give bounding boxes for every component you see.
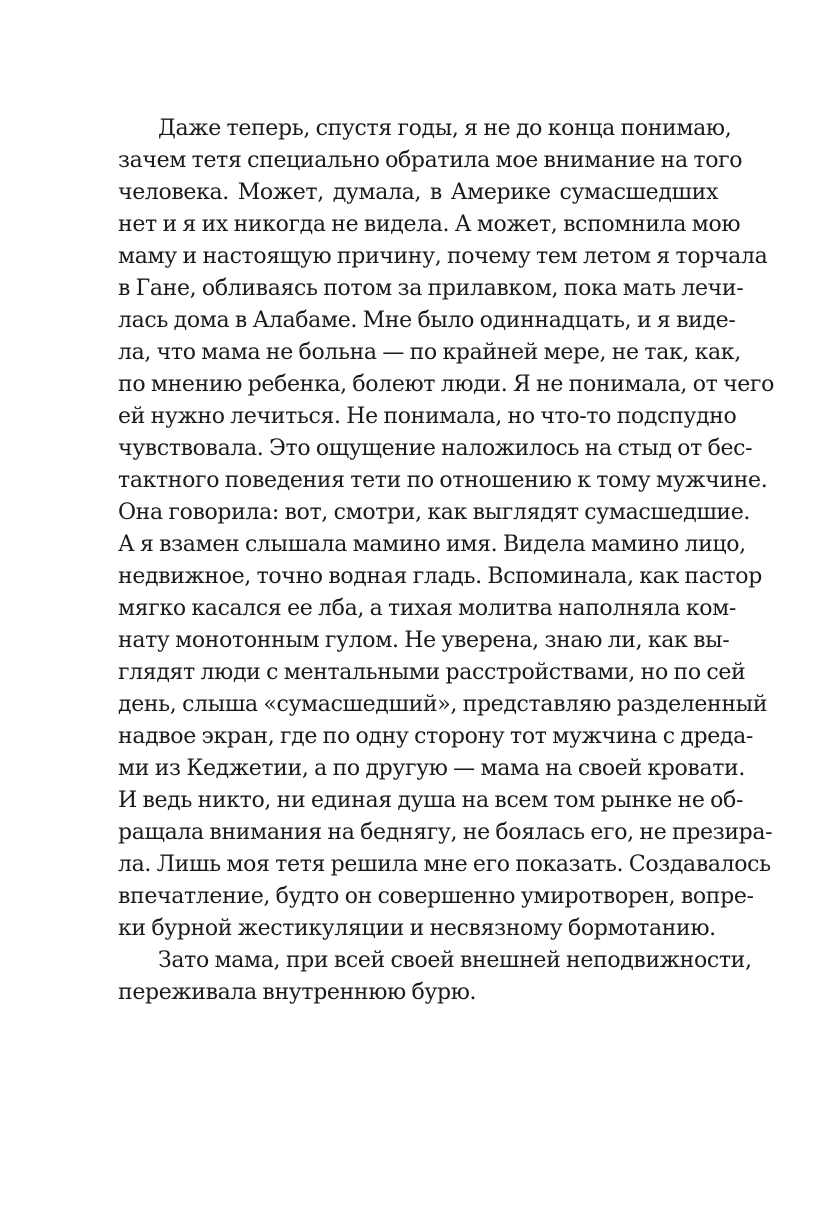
text-line: по мнению ребенка, болеют люди. Я не понимала, от чего	[118, 372, 775, 397]
text-line: Даже теперь, спустя годы, я не до конца понимаю,	[158, 116, 732, 141]
text-line: чувствовала. Это ощущение наложилось на стыд от бес-	[118, 436, 753, 461]
text-line: ей нужно лечиться. Не понимала, но что-то подспудно	[118, 404, 737, 429]
text-line: нет и я их никогда не видела. А может, вспомнила мою	[118, 212, 741, 237]
text-line: день, слыша «сумасшедший», представляю разделенный	[118, 692, 768, 717]
text-line: человека. Может, думала, в Америке сумасшедших	[118, 180, 718, 205]
text-line: в Гане, обливаясь потом за прилавком, пока мать лечи-	[118, 276, 744, 301]
text-line: А я взамен слышала мамино имя. Видела мамино лицо,	[118, 532, 746, 557]
text-line: ла. Лишь моя тетя решила мне его показать. Создавалось	[118, 852, 771, 877]
text-line: И ведь никто, ни единая душа на всем том рынке не об-	[118, 788, 744, 813]
text-line: зачем тетя специально обратила мое внимание на того	[118, 148, 743, 173]
text-line: ращала внимания на беднягу, не боялась его, не презира-	[118, 820, 773, 845]
paragraph-1	[118, 113, 775, 945]
text-line: Она говорила: вот, смотри, как выглядят сумасшедшие.	[118, 500, 751, 525]
text-line: переживала внутреннюю бурю.	[118, 980, 477, 1005]
text-line: глядят люди с ментальными расстройствами, но по сей	[118, 660, 746, 685]
text-line: мягко касался ее лба, а тихая молитва наполняла ком-	[118, 596, 736, 621]
text-line: нату монотонным гулом. Не уверена, знаю ли, как вы-	[118, 628, 730, 653]
text-line: ки бурной жестикуляции и несвязному бормотанию.	[118, 916, 716, 941]
text-line: ла, что мама не больна — по крайней мере, не так, как,	[118, 340, 741, 365]
text-line: маму и настоящую причину, почему тем летом я торчала	[118, 244, 768, 269]
text-line: недвижное, точно водная гладь. Вспоминала, как пастор	[118, 564, 762, 589]
text-line: Зато мама, при всей своей внешней неподвижности,	[158, 948, 752, 973]
text-line: тактного поведения тети по отношению к тому мужчине.	[118, 468, 768, 493]
text-block	[118, 113, 775, 1009]
text-line: лась дома в Алабаме. Мне было одиннадцать, и я виде-	[118, 308, 736, 333]
paragraph-2	[118, 945, 752, 1009]
text-line: впечатление, будто он совершенно умиротворен, вопре-	[118, 884, 754, 909]
text-line: надвое экран, где по одну сторону тот мужчина с дреда-	[118, 724, 753, 749]
text-line: ми из Кеджетии, а по другую — мама на своей кровати.	[118, 756, 746, 781]
